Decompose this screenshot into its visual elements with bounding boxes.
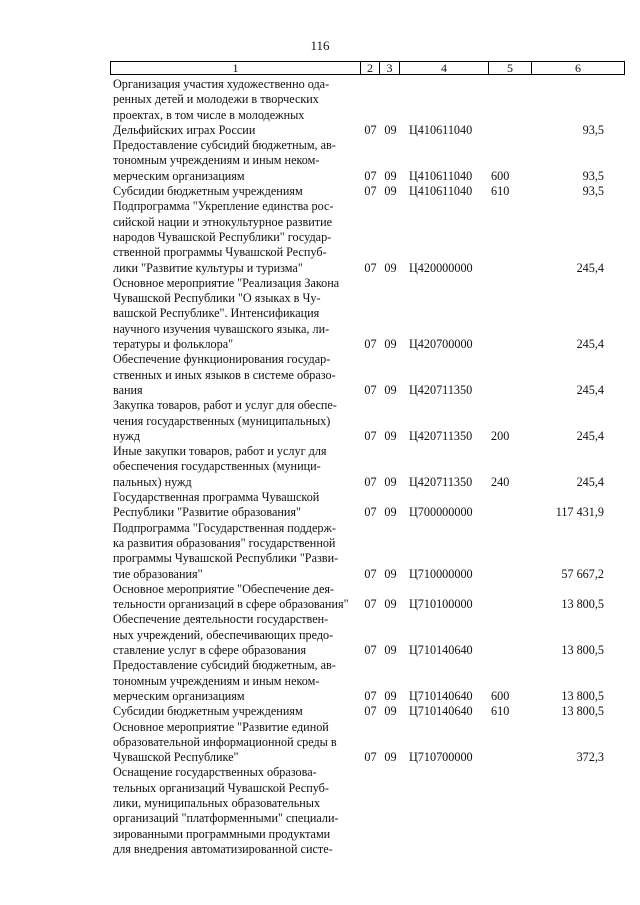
row-expense-type: 600 [491,688,510,703]
row-target-code: Ц410611040 [409,184,473,199]
row-target-code: Ц420711350 [409,382,473,397]
row-target-code: Ц710100000 [409,597,473,612]
row-section: 07 [364,704,377,719]
row-target-code: Ц410611040 [409,122,473,137]
row-subsection: 09 [384,260,397,275]
table-row [0,184,640,199]
row-subsection: 09 [384,382,397,397]
row-expense-type: 240 [491,474,510,489]
row-section: 07 [364,566,377,581]
row-amount: 245,4 [576,260,604,275]
table-row [0,444,640,490]
row-subsection: 09 [384,750,397,765]
row-target-code: Ц700000000 [409,505,473,520]
row-section: 07 [364,382,377,397]
row-subsection: 09 [384,597,397,612]
row-amount: 117 431,9 [555,505,604,520]
row-target-code: Ц710700000 [409,750,473,765]
row-target-code: Ц420000000 [409,260,473,275]
row-name: Государственная программа Чувашской Республики "Развитие образования" [113,490,320,520]
row-section: 07 [364,688,377,703]
row-amount: 245,4 [576,428,604,443]
page-number: 116 [310,38,330,53]
row-name: Иные закупки товаров, работ и услуг для обеспечения государственных (муници- пальных) нужд [113,444,327,489]
row-name: Основное мероприятие "Реализация Закона Чувашской Республики "О языках в Чу- вашской Республике". Интенсификация научного изучения чувашского языка, ли- тературы и фольклора" [113,275,340,352]
row-name: Субсидии бюджетным учреждениям [113,184,303,199]
row-subsection: 09 [384,168,397,183]
header-col-4: 4 [400,62,489,74]
row-target-code: Ц410611040 [409,168,473,183]
row-subsection: 09 [384,688,397,703]
row-subsection: 09 [384,704,397,719]
row-subsection: 09 [384,643,397,658]
header-col-2: 2 [361,62,380,74]
row-subsection: 09 [384,505,397,520]
table-row [0,77,640,138]
row-section: 07 [364,260,377,275]
header-col-3: 3 [380,62,400,74]
table-header [110,61,625,75]
table-row [0,521,640,582]
header-col-5: 5 [489,62,532,74]
row-section: 07 [364,750,377,765]
row-expense-type: 200 [491,428,510,443]
row-section: 07 [364,428,377,443]
row-expense-type: 600 [491,168,510,183]
table-row [0,658,640,704]
row-name: Предоставление субсидий бюджетным, ав- тономным учреждениям и иным неком- мерческим организациям [113,658,336,703]
header-col-6: 6 [532,62,625,74]
row-amount: 57 667,2 [561,566,604,581]
row-name: Подпрограмма "Укрепление единства рос- сийской нации и этнокультурное развитие народов Чувашской Республики" государ- ственной программы Чувашской Респуб- лики "Развитие культуры и туризма" [113,199,334,275]
table-row [0,352,640,398]
row-name: Оснащение государственных образова- тельных организаций Чувашской Респуб- лики, муниципальных образовательных организаций "платформенными" специали- зированными программными продуктами для внедрения автоматизированной систе- [113,765,339,856]
row-expense-type: 610 [491,704,510,719]
row-name: Подпрограмма "Государственная поддерж- ка развития образования" государственной программы Чувашской Республики "Разви- тие образования" [113,520,339,581]
table-row [0,720,640,766]
row-name: Обеспечение деятельности государствен- ных учреждений, обеспечивающих предо- ставление услуг в сфере образования [113,612,334,658]
row-amount: 245,4 [576,382,604,397]
table-row [0,765,640,857]
row-name: Основное мероприятие "Развитие единой образовательной информационной среды в Чувашской Республике" [113,719,337,765]
row-target-code: Ц710140640 [409,643,473,658]
row-section: 07 [364,168,377,183]
row-section: 07 [364,505,377,520]
row-subsection: 09 [384,337,397,352]
row-expense-type: 610 [491,184,510,199]
row-amount: 13 800,5 [561,643,604,658]
row-target-code: Ц420711350 [409,474,473,489]
row-amount: 13 800,5 [561,597,604,612]
table-body [0,77,640,857]
row-section: 07 [364,184,377,199]
row-section: 07 [364,474,377,489]
row-name: Субсидии бюджетным учреждениям [113,704,303,719]
row-amount: 245,4 [576,337,604,352]
row-amount: 13 800,5 [561,704,604,719]
table-row [0,704,640,719]
row-amount: 93,5 [582,184,604,199]
row-name: Предоставление субсидий бюджетным, ав- тономным учреждениям и иным неком- мерческим организациям [113,138,336,183]
row-amount: 93,5 [582,122,604,137]
row-section: 07 [364,597,377,612]
table-row [0,199,640,276]
row-name: Основное мероприятие "Обеспечение дея- тельности организаций в сфере образования" [113,581,349,612]
header-col-1: 1 [111,62,361,74]
row-amount: 245,4 [576,474,604,489]
table-row [0,582,640,613]
table-row [0,612,640,658]
row-target-code: Ц710000000 [409,566,473,581]
table-row [0,276,640,353]
row-subsection: 09 [384,474,397,489]
row-target-code: Ц420700000 [409,337,473,352]
row-amount: 372,3 [576,750,604,765]
table-row [0,398,640,444]
row-section: 07 [364,643,377,658]
table-row [0,490,640,521]
row-amount: 13 800,5 [561,688,604,703]
row-subsection: 09 [384,122,397,137]
row-name: Закупка товаров, работ и услуг для обеспе- чения государственных (муниципальных) нужд [113,398,337,443]
row-target-code: Ц710140640 [409,688,473,703]
row-name: Организация участия художественно ода- ренных детей и молодежи в творческих проектах, в том числе в молодежных Дельфийских играх России [113,77,330,137]
table-row [0,138,640,184]
row-amount: 93,5 [582,168,604,183]
row-subsection: 09 [384,566,397,581]
row-section: 07 [364,122,377,137]
row-target-code: Ц420711350 [409,428,473,443]
row-subsection: 09 [384,184,397,199]
row-section: 07 [364,337,377,352]
row-subsection: 09 [384,428,397,443]
row-target-code: Ц710140640 [409,704,473,719]
row-name: Обеспечение функционирования государ- ственных и иных языков в системе образо- вания [113,352,336,397]
